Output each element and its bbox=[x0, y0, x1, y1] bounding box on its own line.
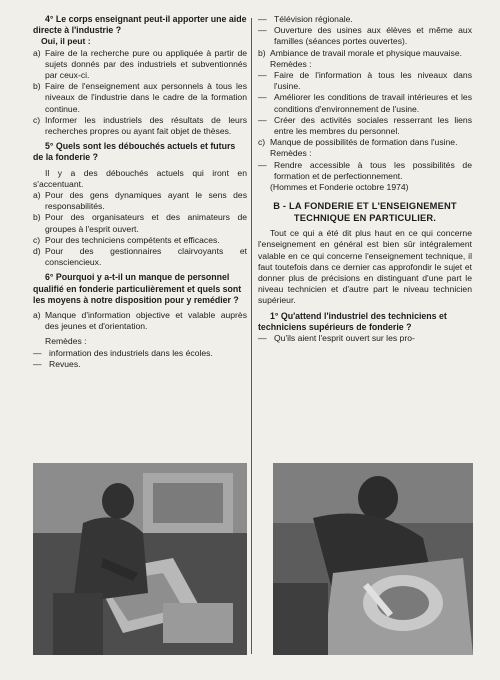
dash-text: Créer des activités sociales resserrant les liens entre les membres du personnel. bbox=[274, 114, 472, 137]
item-text: Faire de la recherche pure ou appliquée à partir de sujets donnés par des industriels et subventionnés par ceux-ci. bbox=[45, 47, 247, 81]
item-label: b) bbox=[33, 81, 41, 92]
list-item bbox=[33, 190, 247, 212]
item-label: b) bbox=[258, 47, 266, 58]
dash-label: — bbox=[258, 25, 267, 36]
item-label: a) bbox=[33, 190, 41, 201]
remedes-label: Remèdes : bbox=[45, 336, 87, 347]
list-item bbox=[33, 235, 247, 246]
dash-item bbox=[258, 25, 472, 47]
dash-label: — bbox=[258, 92, 267, 103]
list-item bbox=[33, 81, 247, 115]
dash-item bbox=[33, 348, 247, 359]
dash-text: Télévision régionale. bbox=[274, 14, 353, 24]
photo-illustration bbox=[33, 463, 247, 655]
workshop-photo-right bbox=[273, 463, 473, 655]
item-text: Manque d'information objective et valable auprès des jeunes et d'orientation. bbox=[45, 310, 247, 332]
item-label: c) bbox=[33, 114, 41, 125]
item-text: Ambiance de travail morale et physique mauvaise. bbox=[270, 47, 463, 58]
dash-text: Améliorer les conditions de travail intérieures et les conditions d'environnement de l'usine. bbox=[274, 92, 472, 114]
remedes-label: Remèdes : bbox=[270, 148, 312, 159]
question-4-list bbox=[33, 48, 247, 138]
dash-text: Faire de l'information à tous les niveaux dans l'usine. bbox=[274, 70, 472, 92]
dash-label: — bbox=[258, 114, 267, 125]
item-text: Faire de l'enseignement aux personnels à tous les niveaux de l'industrie dans le cadre de la formation continue. bbox=[45, 81, 247, 114]
question-5-list bbox=[33, 190, 247, 268]
list-item bbox=[33, 246, 247, 268]
photo-illustration bbox=[273, 463, 473, 655]
dash-text: Qu'ils aient l'esprit ouvert sur les pro- bbox=[274, 333, 415, 344]
right-column bbox=[258, 14, 472, 344]
dash-text: Revues. bbox=[49, 358, 81, 369]
item-text: Manque de possibilités de formation dans l'usine. bbox=[270, 137, 458, 148]
section-b-paragraph: Tout ce qui a été dit plus haut en ce qui concerne l'enseignement en général est bien sûr intégralement valable en ce qui concerne l'enseignement technique, il faut toutefois dans ce dernier cas approfondir le sujet et donner plus de précisions en distinguant d'une part le niveau technicien et d'autre part le niveau technicien supérieur. bbox=[258, 228, 472, 306]
dash-item bbox=[258, 70, 472, 92]
item-label: a) bbox=[33, 47, 41, 58]
list-item bbox=[33, 212, 247, 234]
left-column bbox=[33, 14, 247, 370]
question-4-heading: 4° Le corps enseignant peut-il apporter une aide directe à l'industrie ? bbox=[33, 14, 247, 36]
column-divider bbox=[251, 18, 252, 654]
question-1-heading: 1° Qu'attend l'industriel des techniciens et techniciens supérieurs de fonderie ? bbox=[258, 310, 447, 332]
dash-item bbox=[258, 115, 472, 137]
remedes-label: Remèdes : bbox=[270, 58, 312, 69]
dash-item bbox=[258, 333, 472, 344]
question-5-intro: Il y a des débouchés actuels qui iront en s'accentuant. bbox=[33, 167, 247, 189]
item-label: d) bbox=[33, 246, 41, 257]
item-text: Pour des gens dynamiques ayant le sens des responsabilités. bbox=[45, 190, 247, 212]
dash-label: — bbox=[258, 333, 267, 344]
dash-text: Rendre accessible à tous les possibilités de formation et de perfectionnement. bbox=[274, 159, 472, 181]
list-item bbox=[258, 48, 472, 59]
dash-item bbox=[258, 160, 472, 182]
dash-item bbox=[33, 359, 247, 370]
item-text: Pour des organisateurs et des animateurs de groupes à l'esprit ouvert. bbox=[45, 212, 247, 234]
question-6-heading: 6° Pourquoi y a-t-il un manque de personnel qualifié en fonderie particulièrement et quels sont les moyens à notre disposition pour y remédier ? bbox=[33, 272, 242, 305]
dash-text: information des industriels dans les écoles. bbox=[49, 347, 213, 358]
list-item bbox=[33, 115, 247, 137]
item-label: c) bbox=[33, 234, 41, 245]
dash-label: — bbox=[33, 358, 42, 369]
question-5-heading: 5° Quels sont les débouchés actuels et futurs de la fonderie ? bbox=[33, 141, 236, 163]
item-text: Pour des techniciens compétents et efficaces. bbox=[45, 234, 220, 245]
item-text: Pour des gestionnaires clairvoyants et consciencieux. bbox=[45, 246, 247, 268]
dash-label: — bbox=[33, 347, 42, 358]
source-citation: (Hommes et Fonderie octobre 1974) bbox=[270, 182, 409, 193]
workshop-photo-left bbox=[33, 463, 247, 655]
dash-item bbox=[258, 92, 472, 114]
list-item bbox=[33, 310, 247, 332]
item-label: c) bbox=[258, 137, 266, 148]
list-item bbox=[258, 137, 472, 148]
section-b-heading: B - LA FONDERIE ET L'ENSEIGNEMENT TECHNIQUE EN PARTICULIER. bbox=[273, 201, 457, 223]
item-label: b) bbox=[33, 212, 41, 223]
dash-label: — bbox=[258, 70, 267, 81]
list-item bbox=[33, 48, 247, 82]
dash-text: Ouverture des usines aux élèves et même aux familles (séances portes ouvertes). bbox=[274, 25, 472, 47]
item-label: a) bbox=[33, 310, 41, 321]
dash-item bbox=[258, 14, 472, 25]
item-text: Informer les industriels des résultats de leurs recherches propres ou ayant fait objet de thèses. bbox=[45, 114, 247, 137]
dash-label: — bbox=[258, 159, 267, 170]
dash-label: — bbox=[258, 14, 267, 24]
question-4-answer: Oui, il peut : bbox=[41, 36, 91, 47]
